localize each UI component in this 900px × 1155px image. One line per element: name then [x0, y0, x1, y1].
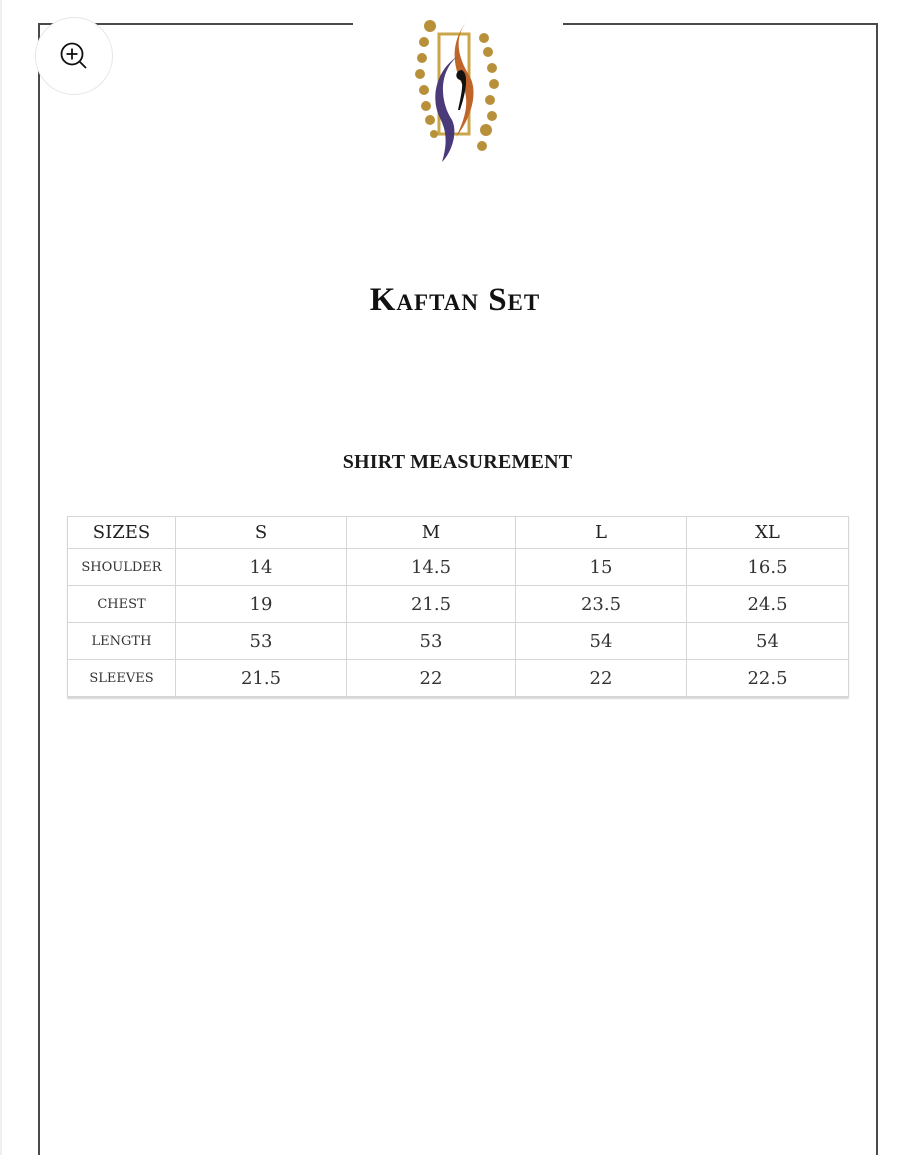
table-row — [68, 660, 849, 697]
table-cell: 53 — [347, 623, 516, 660]
header-cell: SIZES — [68, 517, 176, 549]
product-title: Kaftan Set — [369, 282, 541, 318]
row-label: SHOULDER — [68, 549, 176, 586]
table-cell: 16.5 — [687, 549, 849, 586]
table-cell: 21.5 — [176, 660, 347, 697]
table-cell: 23.5 — [516, 586, 687, 623]
table-row — [68, 623, 849, 660]
zoom-button[interactable] — [35, 17, 113, 95]
table-cell: 54 — [516, 623, 687, 660]
table-cell: 24.5 — [687, 586, 849, 623]
table-cell: 14.5 — [347, 549, 516, 586]
table-cell: 19 — [176, 586, 347, 623]
table-row — [68, 586, 849, 623]
table-cell: 14 — [176, 549, 347, 586]
frame-border-left — [38, 23, 40, 1155]
zoom-in-icon — [58, 40, 92, 74]
table-row — [68, 549, 849, 586]
table-cell: 15 — [516, 549, 687, 586]
row-label: SLEEVES — [68, 660, 176, 697]
row-label: CHEST — [68, 586, 176, 623]
table-cell: 22 — [347, 660, 516, 697]
row-label: LENGTH — [68, 623, 176, 660]
brand-logo — [412, 12, 504, 164]
table-cell: 22 — [516, 660, 687, 697]
header-cell: L — [516, 517, 687, 549]
table-cell: 53 — [176, 623, 347, 660]
header-cell: XL — [687, 517, 849, 549]
table-header-row — [68, 517, 849, 549]
table-cell: 54 — [687, 623, 849, 660]
size-chart-table — [67, 516, 849, 697]
table-cell: 22.5 — [687, 660, 849, 697]
table-cell: 21.5 — [347, 586, 516, 623]
header-cell: M — [347, 517, 516, 549]
section-heading: SHIRT MEASUREMENT — [342, 451, 573, 473]
frame-border-top-right — [563, 23, 878, 25]
page-edge — [0, 0, 2, 1155]
header-cell: S — [176, 517, 347, 549]
frame-border-right — [876, 23, 878, 1155]
